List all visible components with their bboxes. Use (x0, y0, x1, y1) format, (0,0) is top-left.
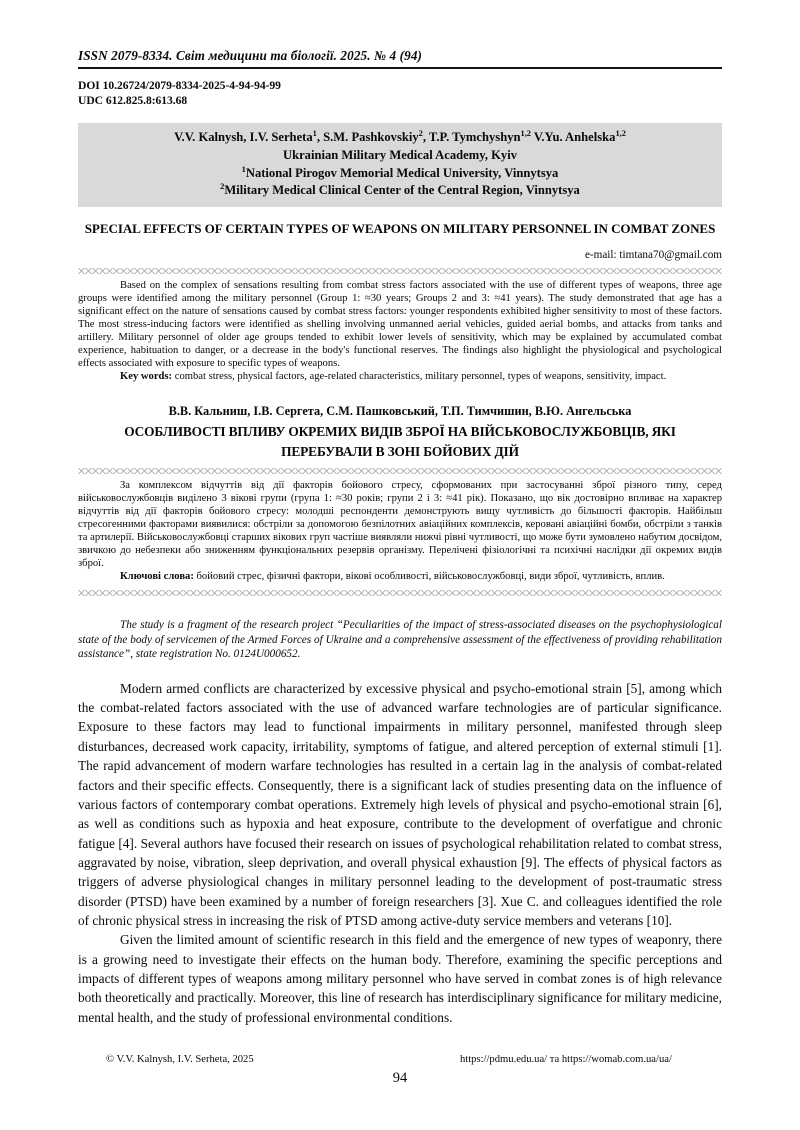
running-head-rule (78, 67, 722, 69)
abstract-en (78, 279, 722, 383)
keywords-ua-label: Ключові слова: (120, 571, 194, 582)
contact-email: e-mail: timtana70@gmail.com (584, 249, 722, 262)
abstract-ua-text: За комплексом відчуттів від дії факторів бойового стресу, сформованих при застосуванні зброї різного типу, серед військовослужбовців виділено 3 вікові групи (група 1: ≈30 років; групи 2 і 3: ≈41 рік). Показано, що вік достовірно впливає на характер відчуттів від дії факторів бойового стресу: молодші респонденти демонструють вищу чутливість до більшості факторів. Найбільш стресогенними факторами виявилися: обстріли за допомогою безпілотних авіаційних комплексів, керовані авіаційні бомби, обстріли з танків та артилерії. Військовослужбовці старших вікових груп частіше виявляли нижчі рівні чутливості, що може бути зумовлено набутим досвідом, звичкою до небезпеки або зниженням функціональних резервів організму. Перелічені фізіологічні та психічні наслідки дії окремих видів зброї. (78, 480, 722, 569)
affiliation-marker-1: 1 (312, 129, 317, 139)
article-body (78, 679, 722, 1027)
article-title-en: SPECIAL EFFECTS OF CERTAIN TYPES OF WEAPONS ON MILITARY PERSONNEL IN COMBAT ZONES (84, 220, 716, 236)
affiliation-2: $^2$Military Medical Clinical Center of the Central Region, Vinnytsya (220, 182, 580, 198)
affiliation-superscript-2: 2 (220, 182, 225, 191)
journal-urls: https://pdmu.edu.ua/ та https://womab.com.ua/ua/ (460, 1054, 672, 1065)
doi-line: DOI 10.26724/2079-8334-2025-4-94-94-99 (78, 79, 281, 92)
page-number: 94 (392, 1070, 408, 1086)
project-note (78, 618, 722, 662)
page-content (78, 0, 722, 1130)
keywords-ua (78, 570, 722, 583)
authors-ua-line: В.В. Кальниш, І.В. Сергета, С.М. Пашковський, Т.П. Тимчишин, В.Ю. Ангельська (168, 404, 632, 419)
keywords-en-label: Key words: (120, 371, 173, 383)
page-footer (78, 1054, 722, 1100)
abstract-ua (78, 479, 722, 583)
project-note-text: The study is a fragment of the research project “Peculiarities of the impact of stress-associated diseases on the psychophysiological state of the body of servicemen of the Armed Forces of Ukraine and a comprehensive assessment of the effectiveness of providing rehabilitation assistance”, state registration No. 0124U000652. (78, 619, 722, 661)
zigzag-divider-top (78, 268, 722, 274)
body-paragraph: Modern armed conflicts are characterized by excessive physical and psycho-emotional strain [5], among which the combat-related factors associated with the use of advanced warfare technologies are of particular significance. Exposure to these factors may lead to functional impairments in military personnel, manifested through sleep disturbances, decreased work capacity, irritability, symptoms of fatigue, and altered perception of external stimuli [1]. The rapid advancement of modern warfare technologies has resulted in a certain lag in the analysis of combat-related factors and their specific effects. Consequently, there is a significant lack of studies presenting data on the influence of various factors of contemporary combat operations. Extremely high levels of physical and psycho-emotional strain [6], as well as conditions such as hypoxia and heat exposure, contribute to the development of overfatigue and chronic fatigue [4]. Several authors have focused their research on issues of psychological rehabilitation related to combat stress, aggravated by noise, vibration, sleep deprivation, and overall physical exhaustion [9]. The effects of physical factors as triggers of adverse physiological changes in military personnel leading to the development of post-traumatic stress disorder (PTSD) have been examined by a number of foreign researchers [3]. Xue C. and colleagues identified the role of chronic physical stress in increasing the risk of PTSD among active-duty service members and veterans [10]. (78, 680, 722, 928)
udc-line: UDC 612.825.8:613.68 (78, 94, 188, 108)
affiliation-superscript-1: 1 (241, 164, 246, 174)
copyright-notice: © V.V. Kalnysh, I.V. Serheta, 2025 (106, 1054, 254, 1065)
article-title-ua: ОСОБЛИВОСТІ ВПЛИВУ ОКРЕМИХ ВИДІВ ЗБРОЇ НА ВІЙСЬКОВОСЛУЖБОВЦІВ, ЯКІ ПЕРЕБУВАЛИ В ЗОНІ БОЙОВИХ ДІЙ (124, 424, 676, 459)
affiliation-marker-12b: 1,2 (615, 129, 626, 139)
zigzag-divider-middle (78, 468, 722, 474)
affiliation-marker-12: 1,2 (520, 129, 531, 139)
keywords-en (78, 370, 722, 383)
abstract-en-text: Based on the complex of sensations resulting from combat stress factors associated with the use of different types of weapons, three age groups were identified among the military personnel (Group 1: ≈30 years; Groups 2 and 3: ≈41 years). The study demonstrated that age has a significant effect on the nature of sensations caused by combat stress factors: younger respondents exhibited higher sensitivity to most of these factors. The most stress-inducing factors were identified as shelling involving unmanned aerial vehicles, guided aerial bombs, and attacks from tanks and artillery. Military personnel of older age groups tended to exhibit lower levels of sensitivity, which may be explained by accumulated combat experience, habituation to danger, or a decrease in the body's functional reserves. The findings also highlight the physiological and psychological effects associated with exposure to specific types of weapons. (78, 280, 722, 370)
keywords-en-list: combat stress, physical factors, age-related characteristics, military personnel, types of weapons, sensitivity, impact. (174, 371, 667, 383)
running-head: ISSN 2079-8334. Світ медицини та біології. 2025. № 4 (94) (78, 48, 423, 63)
affiliation-0: Ukrainian Military Medical Academy, Kyiv (282, 148, 518, 162)
affiliation-1: $^1$National Pirogov Memorial Medical University, Vinnytsya (241, 164, 559, 180)
author-affiliation-box (78, 123, 722, 206)
authors-en-line: V.V. Kalnysh, I.V. Serheta$^1$, S.M. Pashkovskiy$^2$, T.P. Tymchyshyn$^{1,2}$ V.Yu. Anhelska$^{1,2}$ (174, 129, 626, 145)
affiliation-marker-2: 2 (418, 129, 423, 139)
body-paragraph: Given the limited amount of scientific research in this field and the emergence of new types of weaponry, there is a growing need to investigate their effects on the human body. Therefore, examining the specific perceptions and impacts of different types of weapons among military personnel who have served in combat zones is of high relevance both theoretically and practically. Moreover, this line of research has interdisciplinary significance for military medicine, mental health, and the study of professional environmental conditions. (78, 932, 722, 1025)
identifier-block (78, 78, 722, 108)
keywords-ua-list: бойовий стрес, фізичні фактори, вікові особливості, військовослужбовці, види зброї, чутливість, вплив. (196, 571, 665, 582)
zigzag-divider-bottom (78, 590, 722, 596)
